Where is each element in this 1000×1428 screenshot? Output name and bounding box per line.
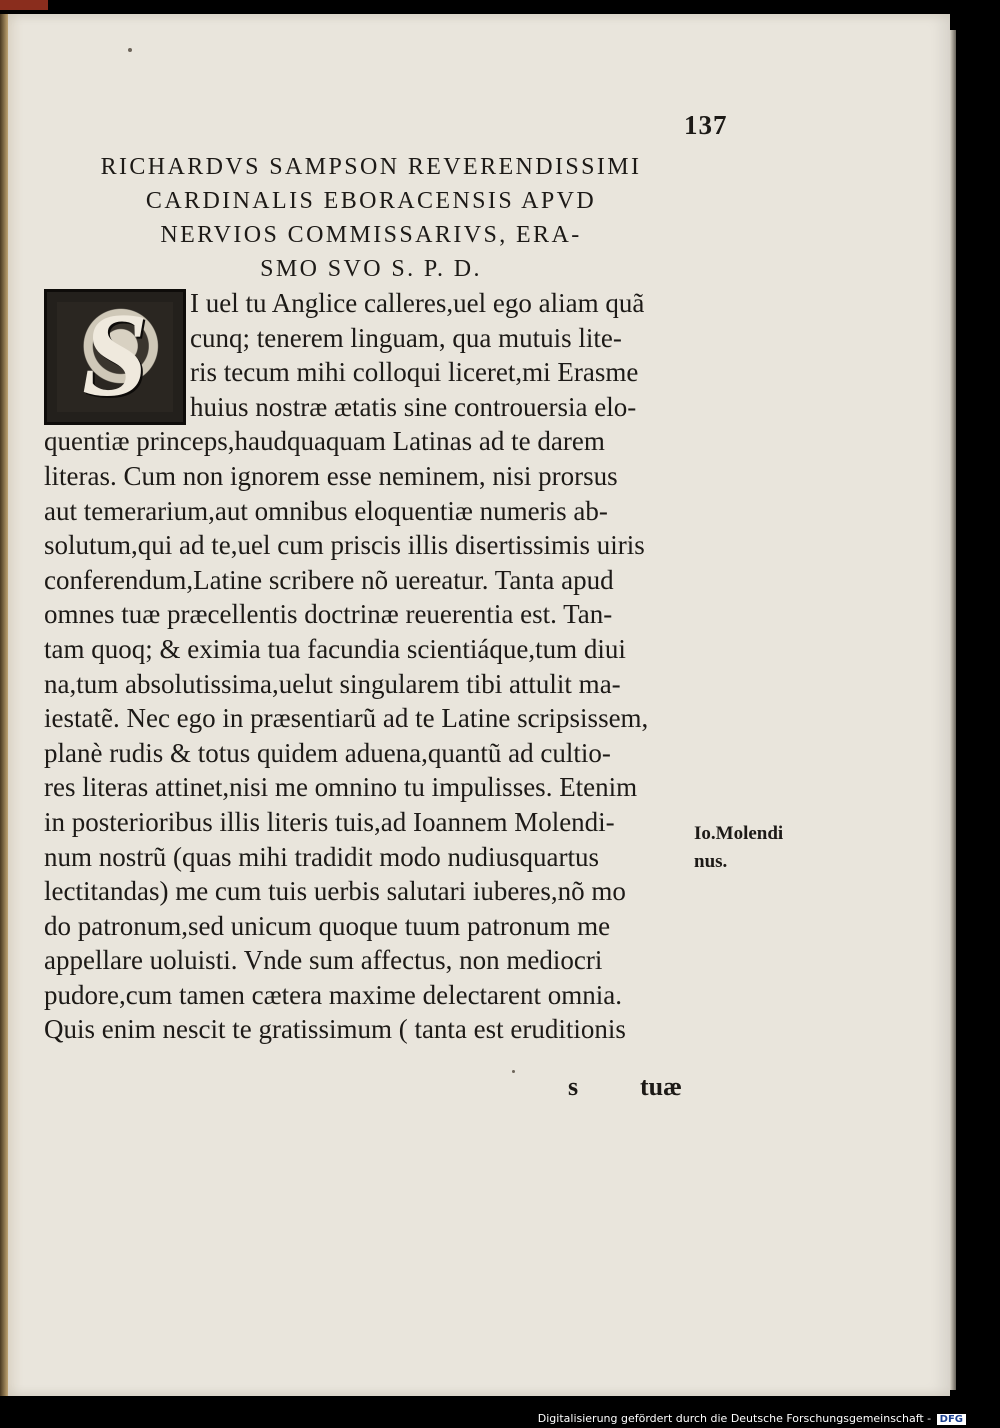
heading-line: SMO SVO S. P. D. — [260, 256, 482, 282]
body-line: aut temerarium,aut omnibus eloquentiæ numeris ab- — [44, 495, 608, 526]
page-right-edge — [950, 30, 956, 1390]
margin-note-line: nus. — [694, 851, 728, 872]
body-line: in posterioribus illis literis tuis,ad Ioannem Molendi- — [44, 806, 615, 837]
body-line: Quis enim nescit te gratissimum ( tanta est eruditionis — [44, 1014, 626, 1045]
margin-note — [694, 820, 783, 876]
body-line: tam quoq; & eximia tua facundia scientiáque,tum diui — [44, 633, 626, 664]
page-number: 137 — [684, 110, 728, 140]
dfg-logo: DFG — [937, 1414, 966, 1425]
margin-note-line: Io.Molendi — [694, 823, 784, 844]
library-corner-label — [0, 0, 48, 10]
signature-mark: s — [568, 1072, 579, 1101]
body-line: lectitandas) me cum tuis uerbis salutari iuberes,nõ mo — [44, 876, 626, 907]
body-line: appellare uoluisti. Vnde sum affectus, non mediocri — [44, 945, 603, 976]
heading-line: CARDINALIS EBORACENSIS APVD — [145, 188, 597, 214]
body-line: I uel tu Anglice calleres,uel ego aliam quã — [190, 288, 645, 318]
body-line: literas. Cum non ignorem esse neminem, nisi prorsus — [44, 460, 618, 491]
body-line: huius nostræ ætatis sine controuersia elo- — [190, 391, 637, 422]
letter-heading — [56, 150, 686, 286]
heading-line: RICHARDVS SAMPSON REVERENDISSIMI — [100, 154, 642, 180]
letter-body — [44, 286, 686, 1047]
body-line: solutum,qui ad te,uel cum priscis illis disertissimis uiris — [44, 530, 645, 561]
body-line: iestatẽ. Nec ego in præsentiarũ ad te Latine scripsissem, — [44, 703, 649, 734]
paper-speck — [512, 1070, 515, 1073]
body-line: na,tum absolutissima,uelut singularem tibi attulit ma- — [44, 668, 621, 699]
footer-text: Digitalisierung gefördert durch die Deutsche Forschungsgemeinschaft - — [537, 1412, 932, 1425]
paper-speck — [128, 48, 132, 52]
initial-letter: S — [81, 288, 149, 421]
heading-line: NERVIOS COMMISSARIVS, ERA- — [160, 222, 582, 248]
body-line: num nostrũ (quas mihi tradidit modo nudiusquartus — [44, 841, 599, 872]
body-line: conferendum,Latine scribere nõ uereatur. Tanta apud — [44, 564, 614, 595]
body-line: planè rudis & totus quidem aduena,quantũ ad cultio- — [44, 737, 611, 768]
body-line: pudore,cum tamen cætera maxime delectarent omnia. — [44, 979, 623, 1010]
body-line: ris tecum mihi colloqui liceret,mi Erasme — [190, 357, 639, 388]
body-line: do patronum,sed unicum quoque tuum patronum me — [44, 910, 611, 941]
digitization-credit — [538, 1412, 966, 1425]
body-line: res literas attinet,nisi me omnino tu impulisses. Etenim — [44, 772, 638, 803]
body-line: cunq; tenerem linguam, qua mutuis lite- — [190, 322, 622, 353]
body-line: omnes tuæ præcellentis doctrinæ reuerentia est. Tan- — [44, 599, 613, 630]
catchword: tuæ — [640, 1072, 682, 1101]
body-line: quentiæ princeps,haudquaquam Latinas ad te darem — [44, 426, 605, 457]
